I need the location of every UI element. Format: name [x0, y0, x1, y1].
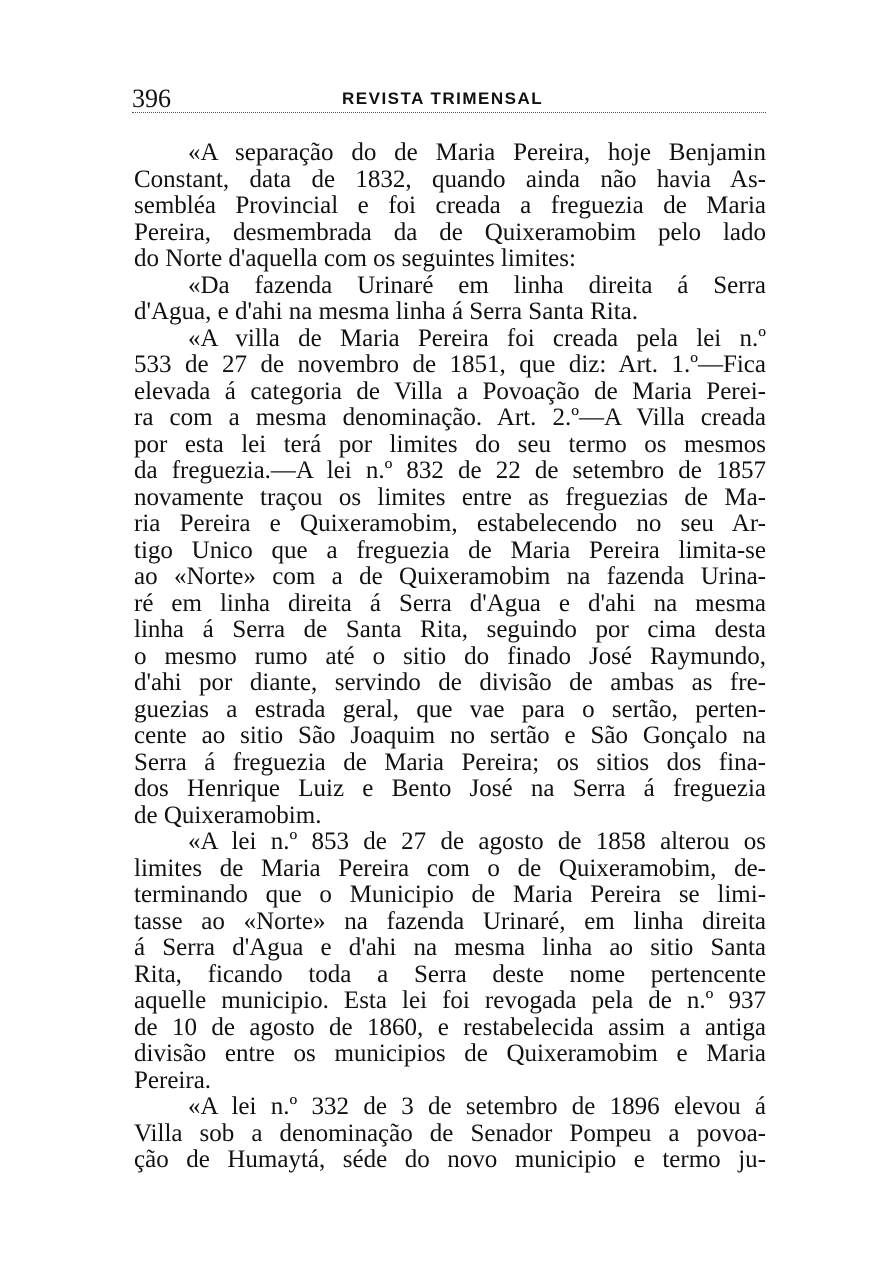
text-line: Pereira, desmembrada da de Quixeramobim pelo lado	[134, 219, 766, 246]
text-line: dos Henrique Luiz e Bento José na Serra á freguezia	[134, 776, 766, 802]
text-line: ria Pereira e Quixeramobim, estabelecendo no seu Ar-	[134, 511, 766, 537]
text-line: novamente traçou os limites entre as freguezias de Ma-	[134, 484, 766, 511]
text-line: 533 de 27 de novembro de 1851, que diz: Art. 1.º—Fica	[134, 352, 766, 378]
running-title: REVISTA TRIMENSAL	[342, 89, 544, 108]
text-line: Constant, data de 1832, quando ainda não havia As-	[134, 166, 766, 193]
text-line: «Da fazenda Urinaré em linha direita á Serra	[188, 272, 766, 299]
text-line: Serra á freguezia de Maria Pereira; os sitios dos fina-	[134, 749, 766, 776]
text-line: limites de Maria Pereira com o de Quixeramobim, de-	[134, 855, 766, 882]
text-line: «A lei n.º 853 de 27 de agosto de 1858 alterou os	[188, 829, 766, 855]
text-line: divisão entre os municipios de Quixeramobim e Maria	[134, 1041, 766, 1067]
text-line: Pereira.	[134, 1067, 212, 1094]
text-line: Rita, ficando toda a Serra deste nome pertencente	[134, 961, 766, 988]
text-line: «A villa de Maria Pereira foi creada pela lei n.º	[188, 325, 766, 352]
text-line: «A separação do de Maria Pereira, hoje Benjamin	[188, 140, 766, 166]
text-line: d'ahi por diante, servindo de divisão de ambas as fre-	[134, 670, 766, 696]
text-line: sembléa Provincial e foi creada a freguezia de Maria	[134, 193, 766, 219]
text-line: elevada á categoria de Villa a Povoação de Maria Perei-	[134, 378, 766, 405]
text-line: Villa sob a denominação de Senador Pompeu a povoa-	[134, 1120, 766, 1147]
text-line: «A lei n.º 332 de 3 de setembro de 1896 elevou á	[188, 1094, 766, 1120]
text-line: aquelle municipio. Esta lei foi revogada pela de n.º 937	[134, 988, 766, 1014]
text-line: ção de Humaytá, séde do novo municipio e termo ju-	[134, 1147, 766, 1173]
text-line: por esta lei terá por limites do seu termo os mesmos	[134, 431, 766, 458]
text-line: ao «Norte» com a de Quixeramobim na fazenda Urina-	[134, 564, 766, 590]
text-line: de 10 de agosto de 1860, e restabelecida assim a antiga	[134, 1014, 766, 1041]
text-line: á Serra d'Agua e d'ahi na mesma linha ao sitio Santa	[134, 935, 766, 961]
page-header	[132, 84, 768, 118]
text-line: linha á Serra de Santa Rita, seguindo por cima desta	[134, 617, 766, 643]
body-text	[134, 140, 766, 1174]
page-number: 396	[132, 84, 171, 113]
text-line: d'Agua, e d'ahi na mesma linha á Serra Santa Rita.	[134, 299, 638, 325]
text-line: tasse ao «Norte» na fazenda Urinaré, em linha direita	[134, 908, 766, 935]
text-line: ré em linha direita á Serra d'Agua e d'ahi na mesma	[134, 590, 766, 617]
text-line: o mesmo rumo até o sitio do finado José Raymundo,	[134, 643, 766, 670]
text-line: cente ao sitio São Joaquim no sertão e São Gonçalo na	[134, 723, 766, 749]
text-line: da freguezia.—A lei n.º 832 de 22 de setembro de 1857	[134, 458, 766, 484]
text-line: terminando que o Municipio de Maria Pereira se limi-	[134, 882, 766, 908]
text-line: ra com a mesma denominação. Art. 2.º—A Villa creada	[134, 405, 766, 431]
text-line: tigo Unico que a freguezia de Maria Pereira limita-se	[134, 537, 766, 564]
text-line: de Quixeramobim.	[134, 802, 322, 829]
text-line: guezias a estrada geral, que vae para o sertão, perten-	[134, 696, 766, 723]
text-line: do Norte d'aquella com os seguintes limites:	[134, 246, 576, 272]
header-rule	[132, 112, 766, 113]
